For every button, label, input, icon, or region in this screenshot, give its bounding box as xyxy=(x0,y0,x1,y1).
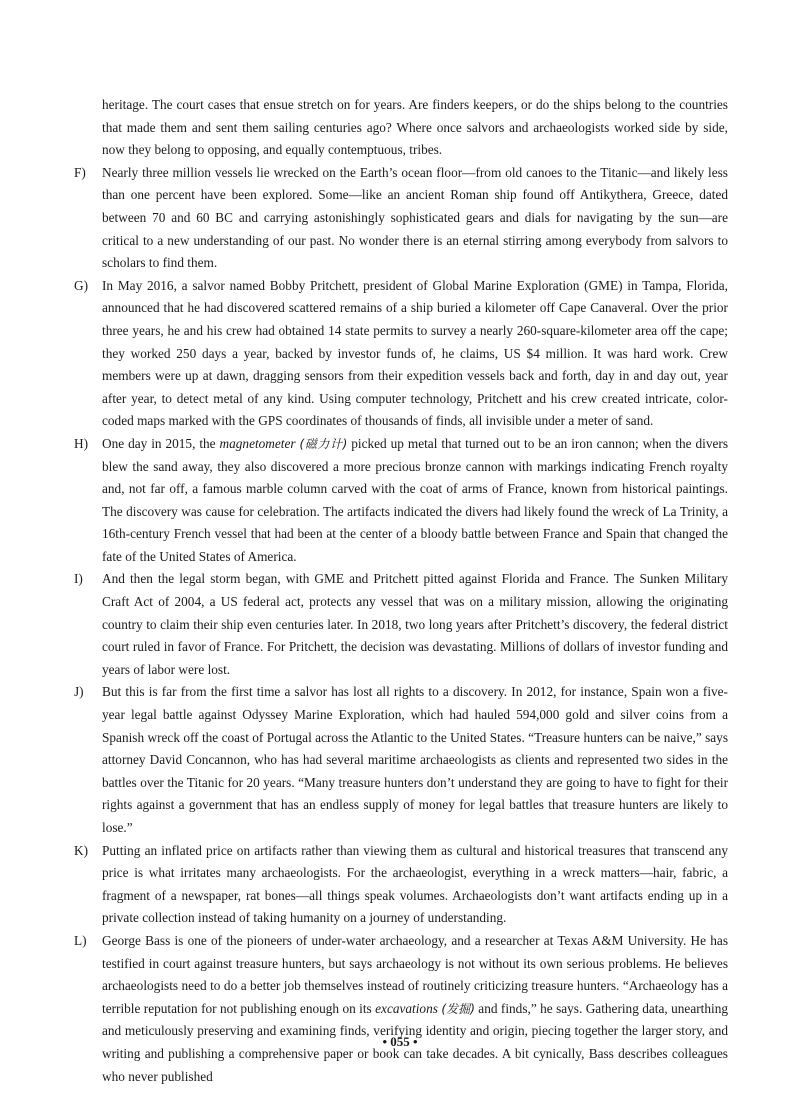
paragraph-j xyxy=(74,681,728,839)
paragraph-text: Putting an inflated price on artifacts rather than viewing them as cultural and historical treasures that transcend any price is what irritates many archaeologists. For the archaeologist, everything in a wreck matters—hair, fabric, a fragment of a newspaper, rat bones—all things speak volumes. Archaeologists don’t want artifacts ending up in a private collection instead of taking humanity on a journey of understanding. xyxy=(102,842,728,926)
paragraph-label: J) xyxy=(74,684,84,700)
paragraph-label: G) xyxy=(74,277,89,293)
page-number: • 055 • xyxy=(382,1034,418,1049)
paragraph-label: F) xyxy=(74,164,86,180)
paragraph-k xyxy=(74,840,728,930)
paragraph-text: And then the legal storm began, with GME and Pritchett pitted against Florida and France. The Sunken Military Craft Act of 2004, a US federal act, protects any vessel that was on a military mission, allowing the originating country to claim their ship even centuries later. In 2018, two long years after Pritchett’s discovery, the federal district court ruled in favor of France. For Pritchett, the decision was devastating. Millions of dollars of investor funding and years of labor were lost. xyxy=(102,571,728,677)
paragraph-i xyxy=(74,568,728,681)
text-after-term: picked up metal that turned out to be an iron cannon; when the divers blew the sand away, they also discovered a more precious bronze cannon with markings indicating French royalty and, not far off, a famous marble column carved with the coat of arms of France, known from historical paintings. The discovery was cause for celebration. The artifacts indicated the divers had likely found the wreck of La Trinity, a 16th-century French vessel that had been at the center of a bloody battle between France and Spain that changed the fate of the United States of America. xyxy=(102,435,729,564)
paragraph-continuation xyxy=(74,94,728,162)
paragraph-text xyxy=(102,436,728,564)
paragraph-h xyxy=(74,433,728,569)
chinese-gloss: (发掘) xyxy=(441,1001,475,1016)
paragraph-label: L) xyxy=(74,932,87,948)
paragraph-text: Nearly three million vessels lie wrecked on the Earth’s ocean floor—from old canoes to the Titanic—and likely less than one percent have been explored. Some—like an ancient Roman ship found off Antikythera, Greece, dated between 70 and 60 BC and carrying astonishingly sophisticated gears and dials for navigating by the sun—are critical to a new understanding of our past. No wonder there is an eternal stirring among everybody from salvors to scholars to find them. xyxy=(102,164,728,271)
paragraph-label: K) xyxy=(74,842,89,858)
paragraph-text: But this is far from the first time a salvor has lost all rights to a discovery. In 2012, for instance, Spain won a five-year legal battle against Odyssey Marine Exploration, which had hauled 594,000 gold and silver coins from a Spanish wreck off the coast of Portugal across the Atlantic to the United States. “Treasure hunters can be naive,” says attorney David Concannon, who has had several maritime archaeologists as clients and represented two sides in the battles over the Titanic for 20 years. “Many treasure hunters don’t understand they are going to have to fight for their rights against a government that has an endless supply of money for legal battles that treasure hunters are likely to lose.” xyxy=(102,684,728,835)
article-body xyxy=(74,94,728,1088)
paragraph-g xyxy=(74,275,728,433)
paragraph-label: H) xyxy=(74,435,89,451)
paragraph-f xyxy=(74,162,728,275)
glossed-term: excavations xyxy=(375,1000,438,1016)
paragraph-l xyxy=(74,930,728,1088)
text-after-term: and finds,” he says. Gathering data, unearthing and meticulously preserving and examining finds, verifying identity and origin, piecing together the larger story, and writing and publishing a comprehensive paper or book can take decades. A bit cynically, Bass describes colleagues who never published xyxy=(102,1000,728,1084)
paragraph-label: I) xyxy=(74,571,83,587)
text-before-term: One day in 2015, the xyxy=(102,435,220,451)
chinese-gloss: (磁力计) xyxy=(299,436,348,451)
glossed-term: magnetometer xyxy=(219,435,296,451)
paragraph-text: In May 2016, a salvor named Bobby Pritchett, president of Global Marine Exploration (GME) in Tampa, Florida, announced that he had discovered scattered remains of a ship buried a kilometer off Cape Canaveral. Over the prior three years, he and his crew had obtained 14 state permits to survey a nearly 260-square-kilometer area off the cape; they worked 250 days a year, backed by investor funds of, he claims, US $4 million. It was hard work. Crew members were up at dawn, dragging sensors from their expedition vessels back and forth, day in and day out, year after year, to detect metal of any kind. Using computer technology, Pritchett and his crew created intricate, color-coded maps marked with the GPS coordinates of thousands of finds, all invisible under a meter of sand. xyxy=(102,277,728,429)
text-before-term: George Bass is one of the pioneers of under-water archaeology, and a researcher at Texas A&M University. He has testified in court against treasure hunters, but says archaeology is not without its own serious problems. He believes archaeologists need to do a better job themselves instead of routinely criticizing treasure hunters. “Archaeology has a terrible reputation for not publishing enough on its xyxy=(102,932,728,1016)
paragraph-text xyxy=(102,933,728,1084)
paragraph-text: heritage. The court cases that ensue stretch on for years. Are finders keepers, or do the ships belong to the countries that made them and sent them sailing centuries ago? Where once salvors and archaeologists worked side by side, now they belong to opposing, and equally contemptuous, tribes. xyxy=(102,97,728,158)
